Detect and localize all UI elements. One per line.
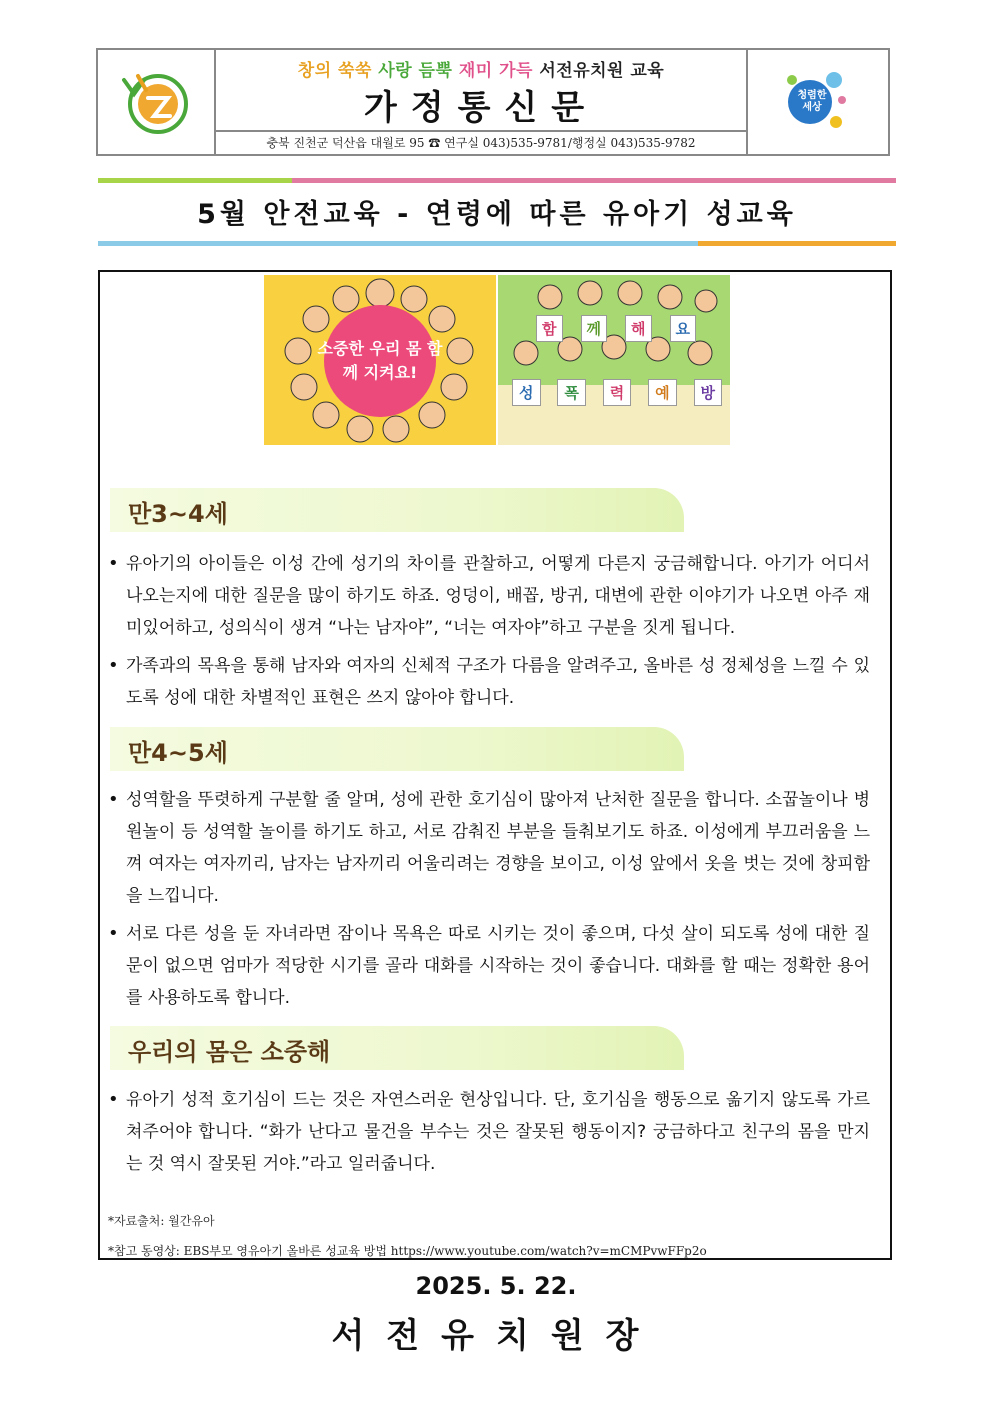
kindergarten-logo-cell (98, 50, 216, 154)
top-bar-green (98, 178, 292, 183)
sign-letter: 성 (512, 379, 541, 406)
list-item: • 가족과의 목욕을 통해 남자와 여자의 신체적 구조가 다름을 알려주고, 올바른 성 정체성을 느낄 수 있도록 성에 대한 차별적인 표현은 쓰지 않아야 합니다. (108, 650, 870, 714)
section-title: 우리의 몸은 소중해 (128, 1038, 331, 1066)
slogan-part-4: 서전유치원 교육 (539, 61, 665, 81)
sign-letter: 력 (603, 379, 632, 406)
principal-signature: 서전유치원장 (331, 1316, 661, 1356)
video-reference-note: *참고 동영상: EBS부모 영유아기 올바른 성교육 방법 https://www.youtube.com/watch?v=mCMPvwFFp2o (108, 1244, 707, 1258)
illustration-prevention (498, 275, 730, 445)
list-item: • 유아기의 아이들은 이성 간에 성기의 차이를 관찰하고, 어떻게 다른지 궁금해합니다. 아기가 어디서 나오는지에 대한 질문을 많이 하기도 하죠. 엉덩이, 배꼽, 방귀, 대변에 관한 이야기가 나오면 아주 재미있어하고, 성의식이 생겨 “나는 남자야”, “너는 여자야”하고 구분을 짓게 됩니다. (108, 548, 870, 644)
bottom-bar-orange (698, 241, 896, 246)
source-note: *자료출처: 월간유아 (108, 1214, 215, 1228)
header-box (96, 48, 890, 156)
slogan-part-3: 재미 가득 (458, 61, 533, 81)
sign-letter: 폭 (557, 379, 586, 406)
address-line: 충북 진천군 덕산읍 대월로 95 ☎ 연구실 043)535-9781/행정실 043)535-9782 (216, 130, 746, 154)
top-sign-row (536, 315, 696, 342)
section-title: 만3~4세 (128, 500, 228, 528)
section-heading-body-precious (110, 1026, 684, 1070)
bottom-sign-row (512, 379, 722, 406)
slogan-part-2: 사랑 듬뿍 (378, 61, 453, 81)
header-center (216, 50, 746, 154)
sign-letter: 예 (648, 379, 677, 406)
content-box (98, 270, 892, 1260)
section-heading-age-4-5 (110, 727, 684, 771)
main-title: 5월 안전교육 - 연령에 따른 유아기 성교육 (197, 199, 797, 230)
sign-letter: 요 (670, 315, 697, 342)
section-list-age-3-4 (108, 548, 870, 720)
newsletter-title: 가정통신문 (363, 88, 599, 128)
sign-letter: 함 (536, 315, 563, 342)
slogan-part-1: 창의 쑥쑥 (297, 61, 372, 81)
top-bar-pink (292, 178, 896, 183)
list-item: • 성역할을 뚜렷하게 구분할 줄 알며, 성에 관한 호기심이 많아져 난처한 질문을 합니다. 소꿉놀이나 병원놀이 등 성역할 놀이를 하기도 하고, 서로 감춰진 부분을 들춰보기도 하죠. 이성에게 부끄러움을 느껴 여자는 여자끼리, 남자는 남자끼리 어울리려는 경향을 보이고, 이성 앞에서 옷을 벗는 것에 창피함을 느낍니다. (108, 784, 870, 912)
section-title: 만4~5세 (128, 739, 228, 767)
integrity-logo-cell (746, 50, 888, 154)
section-list-age-4-5 (108, 784, 870, 1020)
sign-letter: 해 (625, 315, 652, 342)
sign-letter: 께 (581, 315, 608, 342)
bottom-bar-blue (98, 241, 698, 246)
illustration-caption: 소중한 우리 몸 함께 지켜요! (317, 339, 443, 382)
illustration-body-safety (264, 275, 496, 445)
kindergarten-logo-icon (98, 50, 216, 154)
list-item: • 유아기 성적 호기심이 드는 것은 자연스러운 현상입니다. 단, 호기심을 행동으로 옮기지 않도록 가르쳐주어야 합니다. “화가 난다고 물건을 부수는 것은 잘못된 행동이지? 궁금하다고 친구의 몸을 만지는 것 역시 잘못된 거야.”라고 일러줍니다. (108, 1084, 870, 1180)
integrity-logo-text: 청렴한 세상 (797, 90, 827, 113)
slogan (216, 56, 746, 81)
issue-date: 2025. 5. 22. (415, 1272, 577, 1300)
sign-letter: 방 (694, 379, 723, 406)
children-group-icon (498, 275, 730, 445)
section-list-body-precious (108, 1084, 870, 1186)
section-heading-age-3-4 (110, 488, 684, 532)
list-item: • 서로 다른 성을 둔 자녀라면 잠이나 목욕은 따로 시키는 것이 좋으며, 다섯 살이 되도록 성에 대한 질문이 없으면 엄마가 적당한 시기를 골라 대화를 시작하는 것이 좋습니다. 대화를 할 때는 정확한 용어를 사용하도록 합니다. (108, 918, 870, 1014)
